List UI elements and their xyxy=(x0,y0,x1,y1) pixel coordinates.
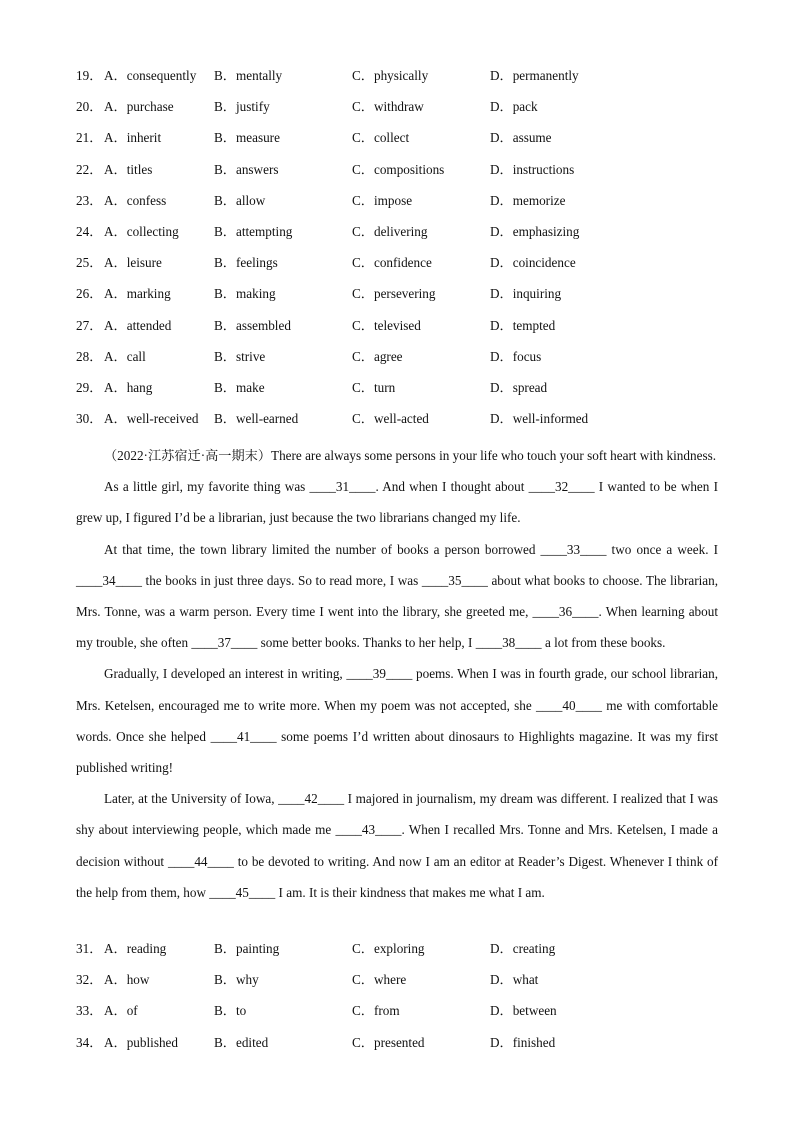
question-row-26 xyxy=(76,284,736,315)
question-row-20 xyxy=(76,97,736,128)
question-row-19 xyxy=(76,66,736,97)
option-a: A．attended xyxy=(104,317,172,333)
option-d: D．what xyxy=(490,972,539,988)
option-d: D．well-informed xyxy=(490,411,589,427)
option-a: A．titles xyxy=(104,161,153,177)
option-c: C．well-acted xyxy=(352,411,429,427)
option-c: C．compositions xyxy=(352,161,445,177)
question-number: 22． xyxy=(76,161,103,177)
option-a: A．marking xyxy=(104,286,171,302)
option-c: C．impose xyxy=(352,192,413,208)
option-a: A．call xyxy=(104,348,146,364)
option-d: D．spread xyxy=(490,379,548,395)
question-number: 26． xyxy=(76,286,103,302)
option-d: D．pack xyxy=(490,99,538,115)
option-b: B．answers xyxy=(214,161,279,177)
question-row-29 xyxy=(76,378,736,409)
option-c: C．presented xyxy=(352,1034,425,1050)
option-b: B．making xyxy=(214,286,276,302)
question-number: 30． xyxy=(76,411,103,427)
option-d: D．finished xyxy=(490,1034,556,1050)
question-number: 33． xyxy=(76,1003,103,1019)
question-number: 28． xyxy=(76,348,103,364)
option-c: C．physically xyxy=(352,68,429,83)
option-d: D．tempted xyxy=(490,317,556,333)
cloze-passage xyxy=(76,440,718,908)
passage-intro: （2022·江苏宿迁·高一期末）There are always some persons in your life who touch your soft heart with kindness. xyxy=(104,448,717,463)
option-a: A．how xyxy=(104,972,150,988)
option-d: D．emphasizing xyxy=(490,223,580,239)
option-c: C．from xyxy=(352,1003,400,1019)
option-c: C．exploring xyxy=(352,941,425,956)
question-row-24 xyxy=(76,222,736,253)
option-d: D．memorize xyxy=(490,192,566,208)
question-number: 23． xyxy=(76,192,103,208)
question-number: 24． xyxy=(76,223,103,239)
question-row-22 xyxy=(76,160,736,191)
option-b: B．assembled xyxy=(214,317,291,333)
option-c: C．agree xyxy=(352,348,403,364)
question-row-27 xyxy=(76,316,736,347)
option-b: B．feelings xyxy=(214,255,278,271)
option-c: C．confidence xyxy=(352,255,432,271)
question-row-25 xyxy=(76,253,736,284)
option-a: A．reading xyxy=(104,941,167,956)
passage-paragraph: Later, at the University of Iowa, ____42____ I majored in journalism, my dream was different. I realized that I was shy about interviewing people, which made me ____43____. When I recalled Mrs. Tonne and Mrs. Ketelsen, I made a decision without ____44____ to be devoted to writing. And now I am an editor at Reader’s Digest. Whenever I think of the help from them, how ____45____ I am. It is their kindness that makes me what I am. xyxy=(76,791,718,900)
option-b: B．attempting xyxy=(214,223,293,239)
options-list-31-34 xyxy=(76,939,736,1064)
option-b: B．strive xyxy=(214,348,266,364)
option-c: C．collect xyxy=(352,130,410,146)
option-c: C．turn xyxy=(352,379,396,395)
question-number: 21． xyxy=(76,130,103,146)
option-d: D．coincidence xyxy=(490,255,576,271)
question-number: 25． xyxy=(76,255,103,271)
question-row-34 xyxy=(76,1033,736,1064)
option-d: D．assume xyxy=(490,130,552,146)
option-d: D．instructions xyxy=(490,161,575,177)
option-b: B．edited xyxy=(214,1034,269,1050)
question-row-33 xyxy=(76,1001,736,1032)
option-a: A．purchase xyxy=(104,99,174,115)
option-d: D．inquiring xyxy=(490,286,562,302)
passage-paragraph: As a little girl, my favorite thing was ____31____. And when I thought about ____32____ I wanted to be when I grew up, I figured I’d be a librarian, just because the two librarians changed my life. xyxy=(76,479,718,526)
question-row-31 xyxy=(76,939,736,970)
option-b: B．why xyxy=(214,972,259,988)
passage-paragraph: At that time, the town library limited the number of books a person borrowed ____33____ two once a week. I ____34____ the books in just three days. So to read more, I was ____35____ about what books to choose. The librarian, Mrs. Tonne, was a warm person. Every time I went into the library, she greeted me, ____36____. When learning about my trouble, she often ____37____ some better books. Thanks to her help, I ____38____ a lot from these books. xyxy=(76,541,718,651)
option-d: D．creating xyxy=(490,941,556,956)
question-number: 34． xyxy=(76,1034,103,1050)
option-a: A．collecting xyxy=(104,223,179,239)
option-a: A．published xyxy=(104,1034,178,1050)
option-a: A．confess xyxy=(104,192,167,208)
option-b: B．make xyxy=(214,379,265,395)
option-a: A．leisure xyxy=(104,255,162,271)
option-b: B．measure xyxy=(214,130,280,146)
option-b: B．well-earned xyxy=(214,411,299,427)
question-number: 32． xyxy=(76,972,103,988)
option-d: D．focus xyxy=(490,348,542,364)
option-a: A．of xyxy=(104,1003,138,1019)
option-b: B．to xyxy=(214,1003,247,1019)
option-c: C．delivering xyxy=(352,223,428,239)
question-number: 19． xyxy=(76,68,103,83)
option-b: B．justify xyxy=(214,99,270,115)
question-row-21 xyxy=(76,128,736,159)
option-b: B．painting xyxy=(214,941,280,956)
option-a: A．consequently xyxy=(104,68,197,83)
question-row-28 xyxy=(76,347,736,378)
option-a: A．well-received xyxy=(104,411,199,427)
option-b: B．allow xyxy=(214,192,266,208)
question-row-23 xyxy=(76,191,736,222)
option-a: A．hang xyxy=(104,379,153,395)
question-row-30 xyxy=(76,409,736,440)
passage-paragraph: Gradually, I developed an interest in writing, ____39____ poems. When I was in fourth grade, our school librarian, Mrs. Ketelsen, encouraged me to write more. When my poem was not accepted, she ____40____ me with comfortable words. Once she helped ____41____ some poems I’d written about dinosaurs to Highlights magazine. It was my first published writing! xyxy=(76,666,718,776)
option-b: B．mentally xyxy=(214,68,283,83)
question-number: 20． xyxy=(76,99,103,115)
option-d: D．permanently xyxy=(490,68,579,83)
option-a: A．inherit xyxy=(104,130,162,146)
question-row-32 xyxy=(76,970,736,1001)
option-c: C．persevering xyxy=(352,286,436,302)
question-number: 27． xyxy=(76,317,103,333)
option-d: D．between xyxy=(490,1003,557,1019)
options-list-19-30 xyxy=(76,66,736,440)
option-c: C．televised xyxy=(352,317,421,333)
option-c: C．withdraw xyxy=(352,99,424,115)
question-number: 31． xyxy=(76,941,103,956)
option-c: C．where xyxy=(352,972,407,988)
question-number: 29． xyxy=(76,379,103,395)
